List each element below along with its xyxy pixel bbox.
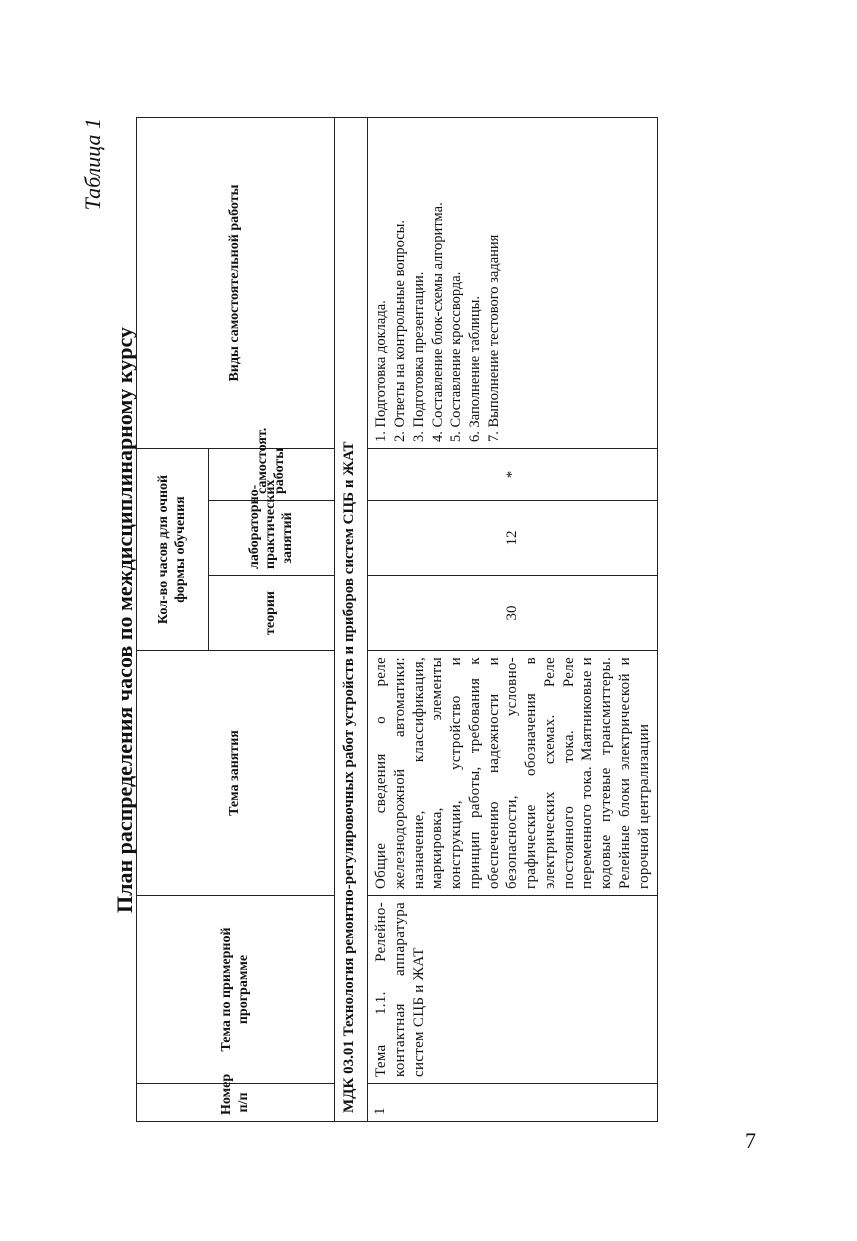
list-item: 2. Ответы на контрольные вопросы.: [391, 219, 408, 442]
header-theory: теории: [209, 576, 335, 651]
page-number: 7: [745, 1128, 756, 1153]
list-item: 4. Составление блок-схемы алгоритма.: [429, 202, 446, 442]
list-item: 7. Выполнение тестового задания: [486, 234, 503, 442]
row-program-topic: Тема 1.1. Релейно-контактная аппаратура систем СЦБ и ЖАТ: [368, 896, 658, 1084]
header-program-topic: Тема по примерной программе: [137, 896, 335, 1084]
row-number: 1: [368, 1084, 658, 1122]
row-self-work-types: [368, 117, 658, 448]
header-num: Номер п/п: [137, 1084, 335, 1122]
row-lab-hours: 12: [368, 501, 658, 576]
header-lab: лабораторно-практических занятий: [209, 501, 335, 576]
header-lesson-topic: Тема занятия: [137, 651, 335, 896]
row-theory-hours: 30: [368, 576, 658, 651]
header-self-work-types: Виды самостоятельной работы: [137, 117, 335, 448]
table-row: [368, 117, 658, 1121]
hours-table: [136, 117, 658, 1122]
row-lesson-topic: Общие сведения о реле железнодорожной автоматики: назначение, классификация, маркировка, элементы конструкции, устройство и принцип работы, требования к обеспечению надежности и безопасности, условно-графические обозначения в электрических схемах. Реле постоянного тока. Реле переменного тока. Маятниковые и кодовые путевые трансмиттеры. Релейные блоки электрической и горочной централизации: [368, 651, 658, 896]
list-item: 3. Подготовка презентации.: [410, 271, 427, 442]
table-caption: Таблица 1: [80, 118, 105, 211]
page-title: План распределения часов по междисциплинарному курсу: [112, 327, 137, 913]
rotated-table-page: [80, 118, 790, 1122]
list-item: 5. Составление кроссворда.: [448, 271, 465, 442]
list-item: 1. Подготовка доклада.: [373, 300, 389, 442]
row-self-hours: *: [368, 448, 658, 500]
header-self: самостоят. работы: [209, 448, 335, 500]
header-hours-group: Кол-во часов для очной формы обучения: [137, 448, 209, 650]
list-item: 6. Заполнение таблицы.: [467, 296, 484, 442]
section-row: МДК 03.01 Технология ремонтно-регулировочных работ устройств и приборов систем СЦБ и ЖАТ: [335, 117, 368, 1121]
